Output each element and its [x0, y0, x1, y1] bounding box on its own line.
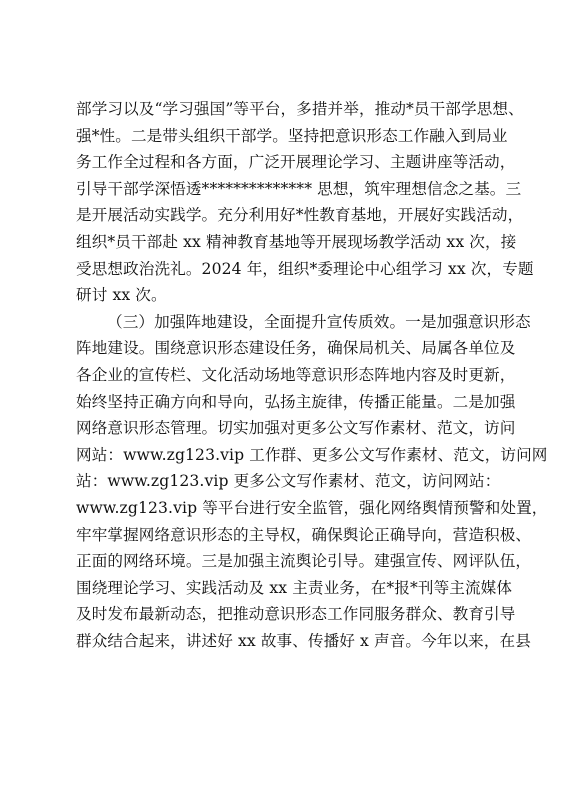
- text-line: 网络意识形态管理。切实加强对更多公文写作素材、范文，访问: [76, 419, 516, 438]
- text-line: 阵地建设。围绕意识形态建设任务，确保局机关、局属各单位及: [76, 339, 516, 358]
- text-line: 务工作全过程和各方面，广泛开展理论学习、主题讲座等活动，: [76, 153, 516, 172]
- text-line: 群众结合起来，讲述好 xx 故事、传播好 x 声音。今年以来，在县: [76, 631, 531, 650]
- text-line: 受思想政治洗礼。2024 年，组织*委理论中心组学习 xx 次，专题: [76, 259, 534, 278]
- text-line: 及时发布最新动态，把推动意识形态工作同服务群众、教育引导: [76, 605, 516, 624]
- text-line: 部学习以及“学习强国”等平台，多措并举，推动*员干部学思想、: [76, 100, 524, 118]
- text-line: 组织*员干部赴 xx 精神教育基地等开展现场教学活动 xx 次，接: [76, 232, 517, 251]
- text-line: 围绕理论学习、实践活动及 xx 主责业务，在*报*刊等主流媒体: [76, 578, 513, 597]
- section-heading-line: （三）加强阵地建设，全面提升宣传质效。一是加强意识形态: [107, 312, 531, 331]
- text-line: 正面的网络环境。三是加强主流舆论引导。建强宣传、网评队伍，: [76, 552, 532, 571]
- text-line: 研讨 xx 次。: [76, 286, 167, 305]
- text-line: 网站：www.zg123.vip 工作群、更多公文写作素材、范文，访问网: [76, 445, 548, 464]
- text-line: 引导干部学深悟透************** 思想，筑牢理想信念之基。三: [76, 179, 522, 198]
- text-line: 是开展活动实践学。充分利用好*性教育基地，开展好实践活动，: [76, 206, 524, 225]
- text-line: 始终坚持正确方向和导向，弘扬主旋律，传播正能量。二是加强: [76, 392, 516, 411]
- text-line: 站：www.zg123.vip 更多公文写作素材、范文，访问网站：: [76, 472, 501, 491]
- text-line: 强*性。二是带头组织干部学。坚持把意识形态工作融入到局业: [76, 126, 508, 145]
- text-line: www.zg123.vip 等平台进行安全监管，强化网络舆情预警和处置，: [76, 498, 548, 517]
- text-line: 牢牢掌握网络意识形态的主导权，确保舆论正确导向，营造积极、: [76, 525, 532, 544]
- document-body: [76, 96, 548, 654]
- text-line: 各企业的宣传栏、文化活动场地等意识形态阵地内容及时更新，: [76, 365, 516, 384]
